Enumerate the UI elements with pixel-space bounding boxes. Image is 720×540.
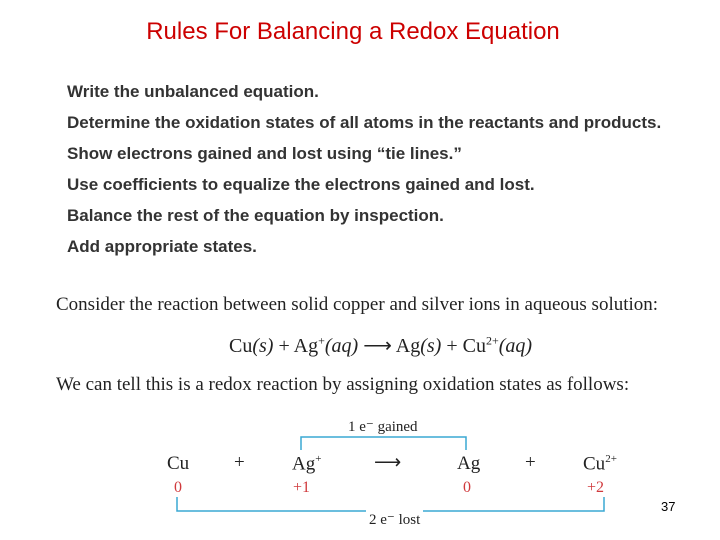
rule-item: Show electrons gained and lost using “tie lines.”	[67, 144, 462, 163]
diagram-ag-ion	[292, 453, 321, 475]
gained-tie-line	[301, 437, 466, 450]
diagram-cu: Cu	[167, 453, 190, 474]
diagram-cu-ion	[583, 453, 617, 475]
diagram-ag-metal: Ag	[457, 453, 481, 474]
page-number: 37	[661, 499, 676, 514]
reactant-ag: Ag	[293, 335, 319, 357]
state-solid: (s)	[420, 335, 442, 357]
diagram-ag: Ag	[292, 453, 316, 475]
charge-2plus: 2+	[605, 453, 617, 465]
rule-item: Use coefficients to equalize the electrons gained and lost.	[67, 175, 535, 194]
reactant-cu: Cu	[229, 335, 253, 357]
state-aqueous: (aq)	[498, 335, 533, 357]
rules-list	[67, 80, 661, 266]
reaction-equation	[229, 333, 532, 358]
gained-label: 1 e⁻ gained	[345, 417, 421, 436]
rule-item: Add appropriate states.	[67, 237, 257, 256]
diagram-cu-prod: Cu	[583, 453, 606, 475]
oxidation-state: +2	[587, 479, 605, 496]
reaction-arrow: ⟶	[363, 335, 392, 357]
oxidation-state: 0	[174, 479, 182, 496]
assign-text: We can tell this is a redox reaction by assigning oxidation states as follows:	[56, 374, 630, 395]
intro-text: Consider the reaction between solid copper and silver ions in aqueous solution:	[56, 294, 659, 315]
diagram-plus: +	[525, 452, 536, 473]
plus-sign: +	[278, 335, 290, 357]
slide-title: Rules For Balancing a Redox Equation	[146, 18, 560, 45]
product-cu: Cu	[462, 335, 486, 357]
rule-item: Balance the rest of the equation by inspection.	[67, 206, 444, 225]
product-ag: Ag	[395, 335, 421, 357]
diagram-plus: +	[234, 452, 245, 473]
state-solid: (s)	[252, 335, 274, 357]
charge-plus: +	[318, 333, 325, 348]
lost-tie-line	[177, 497, 604, 511]
plus-sign: +	[446, 335, 458, 357]
lost-label: 2 e⁻ lost	[366, 510, 423, 529]
rule-item: Determine the oxidation states of all atoms in the reactants and products.	[67, 113, 662, 132]
rule-item: Write the unbalanced equation.	[67, 82, 319, 101]
charge-2plus: 2+	[485, 333, 499, 348]
oxidation-state: +1	[293, 479, 311, 496]
oxidation-state: 0	[463, 479, 471, 496]
state-aqueous: (aq)	[324, 335, 359, 357]
diagram-arrow: ⟶	[374, 452, 402, 473]
charge-plus: +	[315, 453, 322, 465]
